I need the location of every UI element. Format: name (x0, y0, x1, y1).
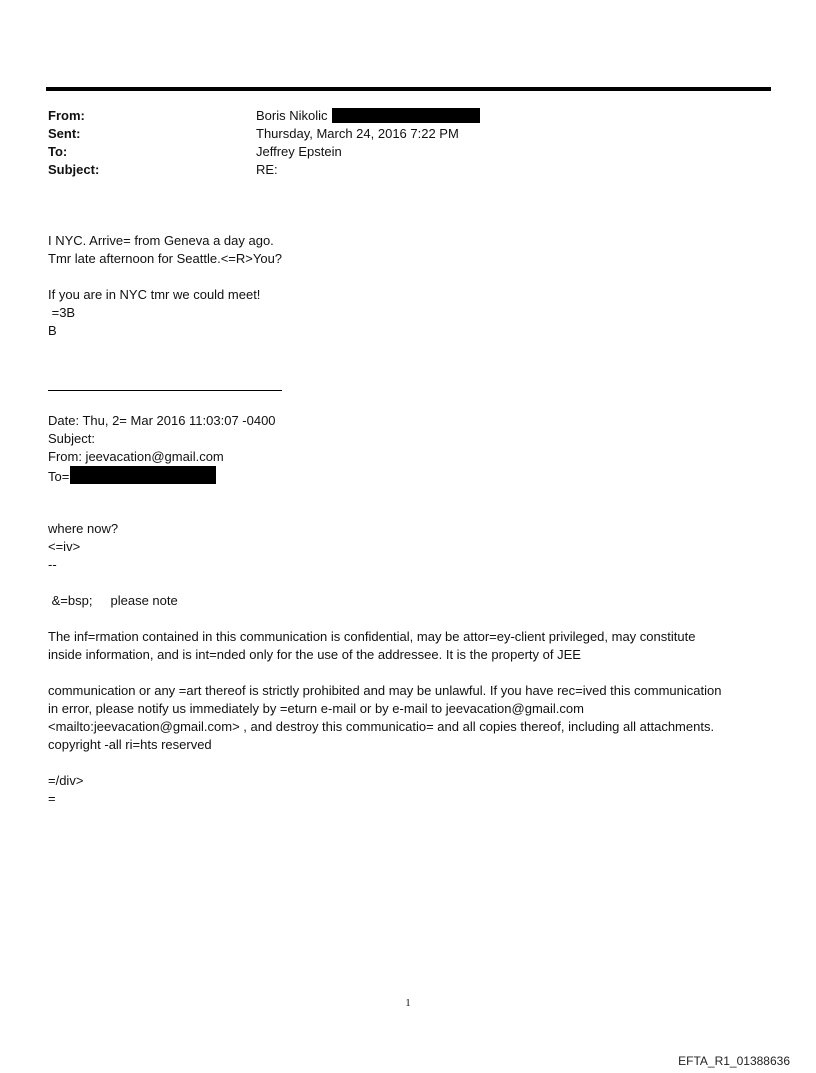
to-row (48, 143, 748, 161)
redaction-bar (70, 466, 216, 484)
from-label: From: (48, 108, 85, 123)
body-line: If you are in NYC tmr we could meet! (48, 287, 261, 302)
from-value (256, 107, 480, 125)
disclaimer-line: copyright -all ri=hts reserved (48, 737, 212, 752)
bates-stamp: EFTA_R1_01388636 (678, 1054, 790, 1068)
redaction-bar (332, 108, 480, 123)
disclaimer-line: in error, please notify us immediately by =eturn e-mail or by e-mail to jeevacation@gmail.com (48, 701, 584, 716)
subject-label: Subject: (48, 162, 100, 177)
quoted-subject: Subject: (48, 431, 95, 446)
from-row (48, 107, 748, 125)
tail-line: =/div> (48, 773, 84, 788)
subject-row (48, 161, 748, 179)
disclaimer (48, 628, 721, 808)
body-line: I NYC. Arrive= from Geneva a day ago. (48, 233, 274, 248)
quoted-to: To= (48, 469, 70, 484)
quoted-from: From: jeevacation@gmail.com (48, 449, 224, 464)
quoted-line: -- (48, 557, 57, 572)
sent-label: Sent: (48, 126, 81, 141)
note-line: &=bsp; please note (48, 593, 178, 608)
quoted-header (48, 412, 276, 484)
sent-row (48, 125, 748, 143)
email-header (48, 107, 748, 179)
tail-line: = (48, 791, 56, 806)
quoted-line: <=iv> (48, 539, 81, 554)
disclaimer-line: The inf=rmation contained in this communication is confidential, may be attor=ey-client privileged, may constitute (48, 629, 696, 644)
body-line: B (48, 323, 57, 338)
disclaimer-line: inside information, and is int=nded only for the use of the addressee. It is the property of JEE (48, 647, 581, 662)
top-rule (46, 87, 771, 91)
quoted-to-row (48, 466, 276, 484)
subject-value: RE: (256, 162, 278, 177)
quoted-line: where now? (48, 521, 119, 536)
disclaimer-line: <mailto:jeevacation@gmail.com> , and destroy this communicatio= and all copies thereof, including all attachments. (48, 719, 715, 734)
to-label: To: (48, 144, 68, 159)
message-body (48, 232, 282, 340)
quoted-message (48, 520, 178, 610)
disclaimer-line: communication or any =art thereof is strictly prohibited and may be unlawful. If you have rec=ived this communication (48, 683, 722, 698)
body-line: =3B (48, 305, 76, 320)
body-line: Tmr late afternoon for Seattle.<=R>You? (48, 251, 283, 266)
to-value: Jeffrey Epstein (256, 144, 342, 159)
sent-value: Thursday, March 24, 2016 7:22 PM (256, 126, 459, 141)
separator-rule (48, 390, 282, 391)
from-name: Boris Nikolic (256, 108, 328, 123)
quoted-date: Date: Thu, 2= Mar 2016 11:03:07 -0400 (48, 413, 276, 428)
page-number: 1 (405, 997, 411, 1009)
